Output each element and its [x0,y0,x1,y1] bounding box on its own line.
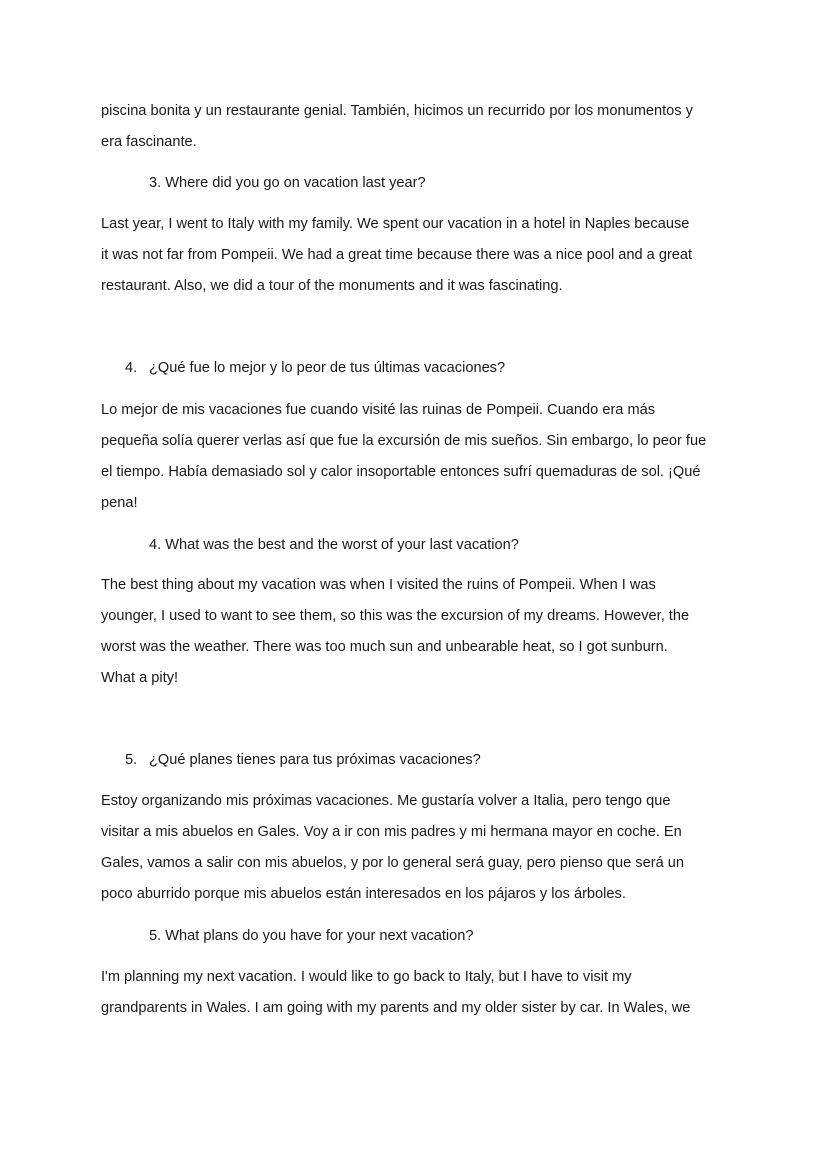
question-text: ¿Qué planes tienes para tus próximas vacaciones? [149,752,481,768]
text-line: it was not far from Pompeii. We had a great time because there was a nice pool and a great [101,247,693,263]
question-4-english: 4. What was the best and the worst of your last vacation? [149,537,519,553]
question-text: ¿Qué fue lo mejor y lo peor de tus últimas vacaciones? [149,360,506,376]
answer-4-spanish [101,395,741,519]
list-number: 5. [125,752,138,768]
text-line: What a pity! [101,670,179,686]
text-line: piscina bonita y un restaurante genial. También, hicimos un recurrido por los monumentos y [101,103,693,119]
text-line: Last year, I went to Italy with my family. We spent our vacation in a hotel in Naples because [101,216,690,232]
text-line: Gales, vamos a salir con mis abuelos, y por lo general será guay, pero pienso que será un [101,855,684,871]
question-4-spanish [125,353,505,384]
text-line: The best thing about my vacation was when I visited the ruins of Pompeii. When I was [101,577,656,593]
text-line: I'm planning my next vacation. I would like to go back to Italy, but I have to visit my [101,969,632,985]
text-line: pequeña solía querer verlas así que fue la excursión de mis sueños. Sin embargo, lo peor fue [101,433,707,449]
text-line: el tiempo. Había demasiado sol y calor insoportable entonces sufrí quemaduras de sol. ¡Qué [101,464,701,480]
text-line: Estoy organizando mis próximas vacaciones. Me gustaría volver a Italia, pero tengo que [101,793,671,809]
answer-3-english [101,209,741,302]
question-5-english: 5. What plans do you have for your next vacation? [149,928,474,944]
answer-5-english [101,962,741,1024]
question-3-english: 3. Where did you go on vacation last year? [149,175,426,191]
answer-5-spanish [101,786,741,910]
text-line: era fascinante. [101,134,197,150]
text-line: restaurant. Also, we did a tour of the monuments and it was fascinating. [101,278,563,294]
answer-4-english [101,570,741,694]
text-line: poco aburrido porque mis abuelos están interesados en los pájaros y los árboles. [101,886,626,902]
text-line: worst was the weather. There was too much sun and unbearable heat, so I got sunburn. [101,639,668,655]
text-line: visitar a mis abuelos en Gales. Voy a ir con mis padres y mi hermana mayor en coche. En [101,824,682,840]
list-number: 4. [125,360,138,376]
question-5-spanish [125,745,481,776]
text-line: grandparents in Wales. I am going with my parents and my older sister by car. In Wales, we [101,1000,691,1016]
paragraph-continued-spanish [101,96,741,158]
text-line: pena! [101,495,138,511]
text-line: younger, I used to want to see them, so this was the excursion of my dreams. However, the [101,608,690,624]
text-line: Lo mejor de mis vacaciones fue cuando visité las ruinas de Pompeii. Cuando era más [101,402,656,418]
